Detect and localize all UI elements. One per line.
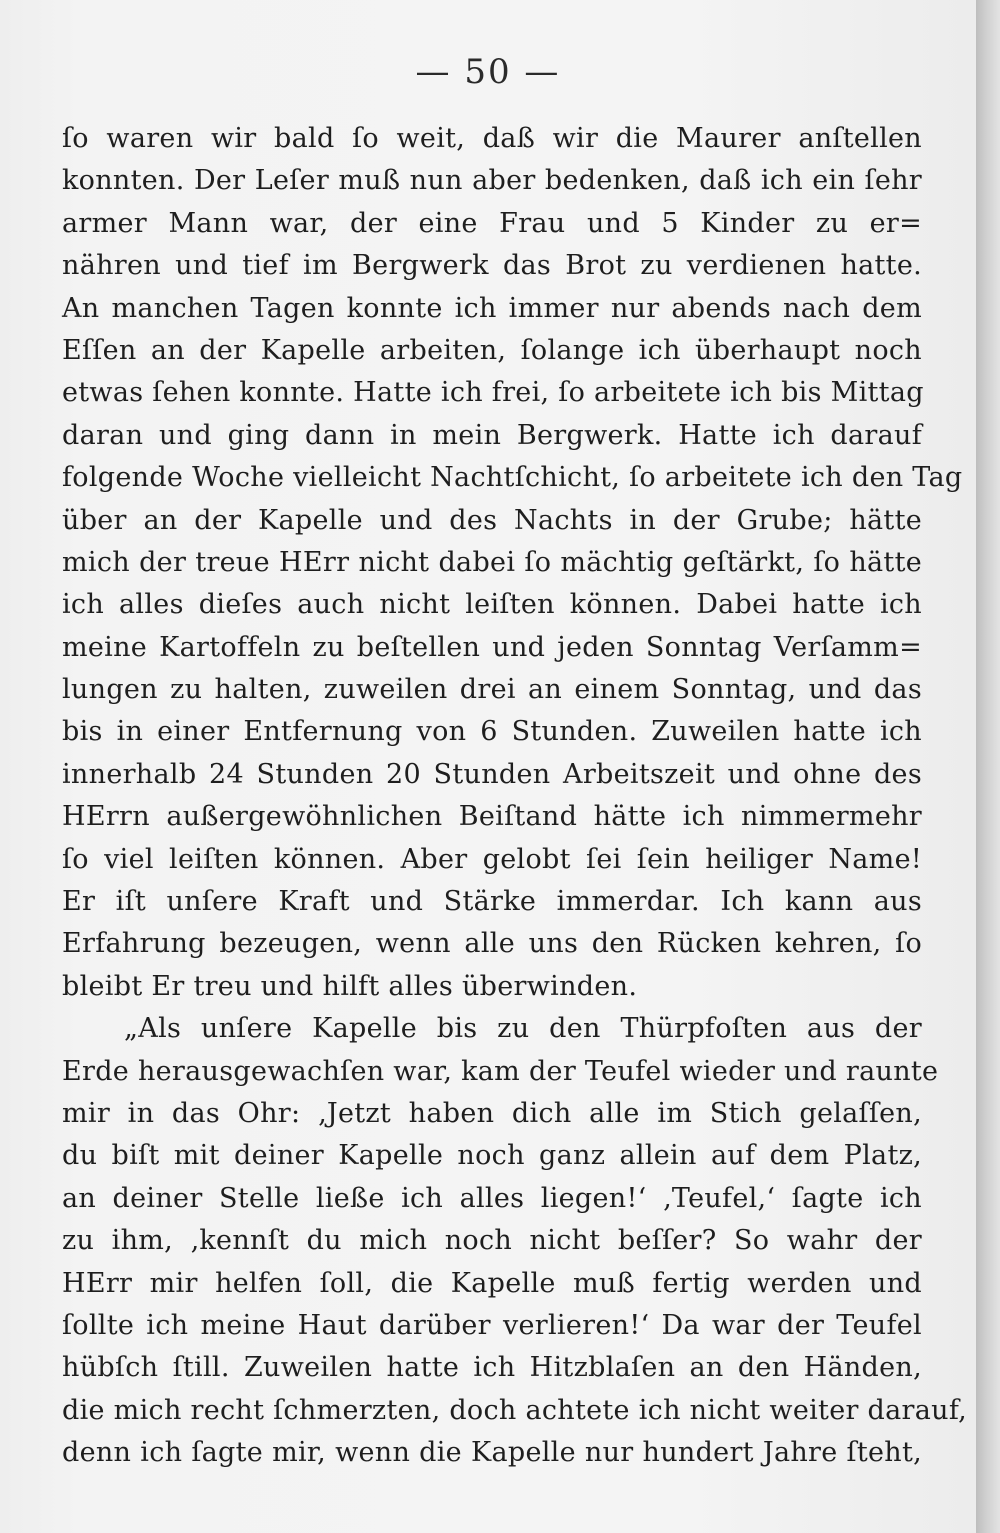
text-line: mich der treue HErr nicht dabei ſo mächtig geſtärkt, ſo hätte (62, 546, 922, 578)
body-text (62, 118, 968, 1475)
text-line: konnten. Der Leſer muß nun aber bedenken, daß ich ein ſehr (62, 165, 922, 197)
book-gutter (976, 0, 1000, 1533)
paragraph-end-line: bleibt Er treu und hilft alles überwinden. (62, 970, 638, 1002)
paragraph-start-line: „Als unſere Kapelle bis zu den Thürpfoſten aus der (124, 1013, 922, 1045)
text-line: Eſſen an der Kapelle arbeiten, ſolange ich überhaupt noch (62, 334, 922, 366)
text-line: nähren und tief im Bergwerk das Brot zu verdienen hatte. (62, 250, 922, 282)
text-line: die mich recht ſchmerzten, doch achtete ich nicht weiter darauf, (62, 1394, 968, 1426)
text-line: innerhalb 24 Stunden 20 Stunden Arbeitszeit und ohne des (62, 758, 922, 790)
text-line: denn ich ſagte mir, wenn die Kapelle nur hundert Jahre ſteht, (62, 1437, 922, 1469)
text-line: du biſt mit deiner Kapelle noch ganz allein auf dem Platz, (62, 1140, 922, 1172)
text-line: ich alles dieſes auch nicht leiſten können. Dabei hatte ich (62, 589, 922, 621)
text-line: ſo viel leiſten können. Aber gelobt ſei ſein heiliger Name! (62, 843, 922, 875)
text-line: HErrn außergewöhnlichen Beiſtand hätte ich nimmermehr (62, 801, 922, 833)
text-line: mir in das Ohr: ‚Jetzt haben dich alle im Stich gelaſſen, (62, 1097, 922, 1129)
text-line: lungen zu halten, zuweilen drei an einem Sonntag, und das (62, 674, 922, 706)
text-line: an deiner Stelle ließe ich alles liegen!‘ ‚Teufel,‘ ſagte ich (62, 1182, 922, 1214)
text-line: An manchen Tagen konnte ich immer nur abends nach dem (62, 292, 922, 324)
text-line: armer Mann war, der eine Frau und 5 Kinder zu er= (62, 207, 922, 239)
text-line: etwas ſehen konnte. Hatte ich frei, ſo arbeitete ich bis Mittag (62, 377, 924, 409)
text-line: Er iſt unſere Kraft und Stärke immerdar. Ich kann aus (62, 886, 922, 918)
page-number: — 50 — (415, 52, 561, 92)
text-line: über an der Kapelle und des Nachts in der Grube; hätte (62, 504, 922, 536)
text-line: Erfahrung bezeugen, wenn alle uns den Rücken kehren, ſo (62, 928, 922, 960)
text-line: Erde herausgewachſen war, kam der Teufel wieder und raunte (62, 1055, 939, 1087)
text-line: ſollte ich meine Haut darüber verlieren!‘ Da war der Teufel (62, 1309, 922, 1341)
text-line: meine Kartoffeln zu beſtellen und jeden Sonntag Verſamm= (62, 631, 922, 663)
text-line: bis in einer Entfernung von 6 Stunden. Zuweilen hatte ich (62, 716, 922, 748)
text-line: folgende Woche vielleicht Nachtſchicht, ſo arbeitete ich den Tag (62, 462, 963, 494)
text-line: daran und ging dann in mein Bergwerk. Hatte ich darauf (62, 419, 922, 451)
text-line: zu ihm, ‚kennſt du mich noch nicht beſſer? So wahr der (62, 1225, 922, 1257)
text-line: ſo waren wir bald ſo weit, daß wir die Maurer anſtellen (62, 123, 922, 154)
text-line: HErr mir helfen ſoll, die Kapelle muß fertig werden und (62, 1267, 922, 1299)
text-line: hübſch ſtill. Zuweilen hatte ich Hitzblaſen an den Händen, (62, 1352, 922, 1384)
